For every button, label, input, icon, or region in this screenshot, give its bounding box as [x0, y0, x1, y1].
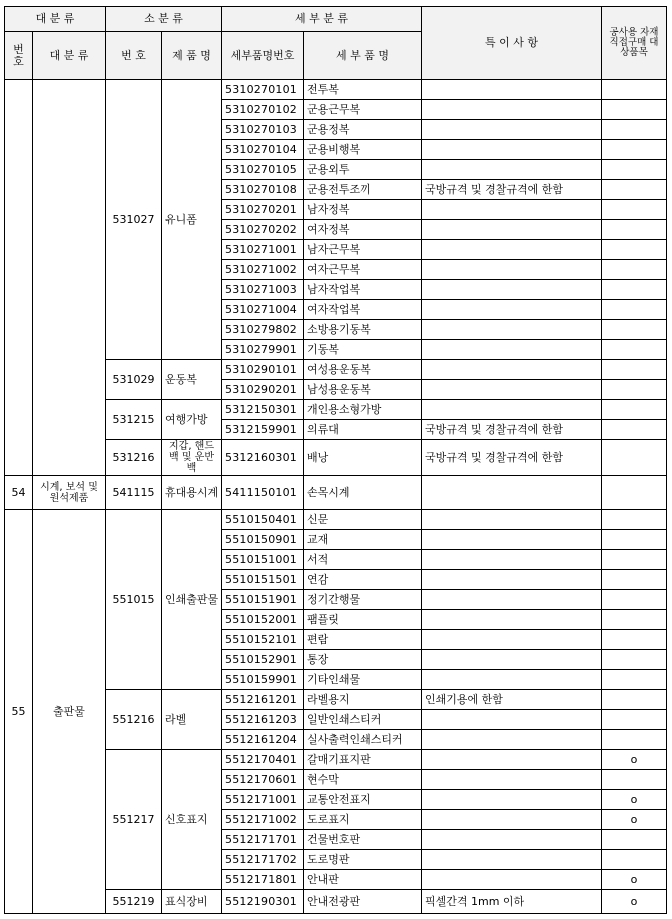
detail-name-cell: 손목시계 — [304, 476, 422, 510]
detail-code-cell: 5512170601 — [222, 770, 304, 790]
detail-name-cell: 건물번호판 — [304, 830, 422, 850]
detail-code-cell: 5310270104 — [222, 140, 304, 160]
detail-name-cell: 일반인쇄스티커 — [304, 710, 422, 730]
mark-cell — [602, 200, 667, 220]
detail-code-cell: 5510152101 — [222, 630, 304, 650]
detail-code-cell: 5310279901 — [222, 340, 304, 360]
product-classification-table — [4, 6, 667, 914]
minor-name-cell: 라벨 — [162, 690, 222, 750]
detail-name-cell: 갈매기표지판 — [304, 750, 422, 770]
note-cell — [422, 260, 602, 280]
mark-cell — [602, 770, 667, 790]
minor-name-cell: 휴대용시계 — [162, 476, 222, 510]
detail-name-cell: 서적 — [304, 550, 422, 570]
note-cell — [422, 140, 602, 160]
detail-name-cell: 도로명판 — [304, 850, 422, 870]
detail-code-cell: 5310270108 — [222, 180, 304, 200]
major-no-cell — [5, 80, 33, 476]
detail-code-cell: 5512171801 — [222, 870, 304, 890]
mark-cell — [602, 120, 667, 140]
detail-code-cell: 5312150301 — [222, 400, 304, 420]
detail-code-cell: 5512161203 — [222, 710, 304, 730]
detail-name-cell: 배낭 — [304, 440, 422, 476]
header-public-direct-purchase: 공사용 자재 직접구매 대상품목 — [602, 7, 667, 80]
minor-name-cell: 여행가방 — [162, 400, 222, 440]
note-cell: 인쇄기용에 한함 — [422, 690, 602, 710]
mark-cell — [602, 830, 667, 850]
minor-no-cell: 531029 — [106, 360, 162, 400]
mark-cell — [602, 550, 667, 570]
detail-code-cell: 5310290201 — [222, 380, 304, 400]
note-cell: 픽셀간격 1mm 이하 — [422, 890, 602, 914]
detail-code-cell: 5310271004 — [222, 300, 304, 320]
note-cell — [422, 80, 602, 100]
detail-name-cell: 남자정복 — [304, 200, 422, 220]
header-special-notes: 특 이 사 항 — [422, 7, 602, 80]
detail-name-cell: 남자작업복 — [304, 280, 422, 300]
note-cell — [422, 790, 602, 810]
mark-cell — [602, 476, 667, 510]
note-cell — [422, 670, 602, 690]
detail-name-cell: 현수막 — [304, 770, 422, 790]
detail-name-cell: 팸플릿 — [304, 610, 422, 630]
detail-name-cell: 정기간행물 — [304, 590, 422, 610]
note-cell: 국방규격 및 경찰규격에 한함 — [422, 440, 602, 476]
detail-code-cell: 5312160301 — [222, 440, 304, 476]
major-no-cell: 55 — [5, 510, 33, 914]
detail-code-cell: 5310271002 — [222, 260, 304, 280]
detail-name-cell: 여성용운동복 — [304, 360, 422, 380]
mark-cell — [602, 590, 667, 610]
mark-cell — [602, 510, 667, 530]
detail-name-cell: 통장 — [304, 650, 422, 670]
major-name-cell — [33, 80, 106, 476]
note-cell — [422, 630, 602, 650]
mark-cell — [602, 530, 667, 550]
mark-cell — [602, 420, 667, 440]
detail-code-cell: 5512171002 — [222, 810, 304, 830]
mark-cell — [602, 650, 667, 670]
detail-code-cell: 5512161204 — [222, 730, 304, 750]
detail-name-cell: 남자근무복 — [304, 240, 422, 260]
note-cell — [422, 650, 602, 670]
note-cell — [422, 380, 602, 400]
minor-no-cell: 551219 — [106, 890, 162, 914]
header-minor-no: 번 호 — [106, 32, 162, 80]
note-cell — [422, 530, 602, 550]
detail-code-cell: 5512171702 — [222, 850, 304, 870]
minor-no-cell: 551216 — [106, 690, 162, 750]
detail-name-cell: 군용정복 — [304, 120, 422, 140]
note-cell: 국방규격 및 경찰규격에 한함 — [422, 180, 602, 200]
note-cell — [422, 750, 602, 770]
note-cell — [422, 300, 602, 320]
header-major-name: 대 분 류 — [33, 32, 106, 80]
mark-cell — [602, 380, 667, 400]
mark-cell — [602, 670, 667, 690]
detail-name-cell: 군용비행복 — [304, 140, 422, 160]
detail-name-cell: 개인용소형가방 — [304, 400, 422, 420]
detail-code-cell: 5510152001 — [222, 610, 304, 630]
detail-name-cell: 교통안전표지 — [304, 790, 422, 810]
detail-code-cell: 5411150101 — [222, 476, 304, 510]
header-detail-no: 세부품명번호 — [222, 32, 304, 80]
detail-code-cell: 5310271003 — [222, 280, 304, 300]
detail-name-cell: 도로표지 — [304, 810, 422, 830]
mark-cell — [602, 240, 667, 260]
note-cell — [422, 570, 602, 590]
mark-cell: o — [602, 870, 667, 890]
detail-code-cell: 5510150401 — [222, 510, 304, 530]
note-cell — [422, 870, 602, 890]
table-row — [5, 476, 667, 510]
note-cell — [422, 710, 602, 730]
header-detail-group: 세 부 분 류 — [222, 7, 422, 32]
mark-cell — [602, 630, 667, 650]
mark-cell — [602, 610, 667, 630]
note-cell — [422, 120, 602, 140]
detail-name-cell: 남성용운동복 — [304, 380, 422, 400]
detail-code-cell: 5310290101 — [222, 360, 304, 380]
mark-cell — [602, 690, 667, 710]
detail-name-cell: 소방용기동복 — [304, 320, 422, 340]
note-cell — [422, 550, 602, 570]
detail-name-cell: 여자작업복 — [304, 300, 422, 320]
detail-name-cell: 군용외투 — [304, 160, 422, 180]
note-cell: 국방규격 및 경찰규격에 한함 — [422, 420, 602, 440]
detail-name-cell: 안내판 — [304, 870, 422, 890]
major-no-cell: 54 — [5, 476, 33, 510]
header-row-groups — [5, 7, 667, 32]
mark-cell: o — [602, 890, 667, 914]
detail-code-cell: 5312159901 — [222, 420, 304, 440]
mark-cell — [602, 850, 667, 870]
table-row — [5, 510, 667, 530]
minor-no-cell: 531027 — [106, 80, 162, 360]
detail-code-cell: 5510151501 — [222, 570, 304, 590]
detail-code-cell: 5512171001 — [222, 790, 304, 810]
mark-cell — [602, 300, 667, 320]
mark-cell — [602, 80, 667, 100]
minor-no-cell: 551015 — [106, 510, 162, 690]
note-cell — [422, 400, 602, 420]
mark-cell — [602, 180, 667, 200]
detail-code-cell: 5510150901 — [222, 530, 304, 550]
detail-code-cell: 5310270201 — [222, 200, 304, 220]
minor-name-cell: 운동복 — [162, 360, 222, 400]
mark-cell: o — [602, 810, 667, 830]
header-detail-name: 세 부 품 명 — [304, 32, 422, 80]
mark-cell — [602, 340, 667, 360]
note-cell — [422, 510, 602, 530]
detail-code-cell: 5510151901 — [222, 590, 304, 610]
minor-no-cell: 531215 — [106, 400, 162, 440]
header-major-group: 대 분 류 — [5, 7, 106, 32]
table-row — [5, 80, 667, 100]
mark-cell — [602, 400, 667, 420]
mark-cell — [602, 440, 667, 476]
detail-code-cell: 5512170401 — [222, 750, 304, 770]
mark-cell — [602, 160, 667, 180]
minor-no-cell: 551217 — [106, 750, 162, 890]
detail-code-cell: 5512190301 — [222, 890, 304, 914]
detail-name-cell: 전투복 — [304, 80, 422, 100]
minor-name-cell: 신호표지 — [162, 750, 222, 890]
mark-cell — [602, 140, 667, 160]
detail-code-cell: 5310279802 — [222, 320, 304, 340]
note-cell — [422, 770, 602, 790]
detail-code-cell: 5310270105 — [222, 160, 304, 180]
mark-cell — [602, 220, 667, 240]
detail-code-cell: 5512171701 — [222, 830, 304, 850]
mark-cell — [602, 360, 667, 380]
detail-name-cell: 안내전광판 — [304, 890, 422, 914]
minor-name-cell: 유니폼 — [162, 80, 222, 360]
header-product-name: 제 품 명 — [162, 32, 222, 80]
detail-name-cell: 교재 — [304, 530, 422, 550]
note-cell — [422, 590, 602, 610]
note-cell — [422, 810, 602, 830]
note-cell — [422, 240, 602, 260]
mark-cell — [602, 730, 667, 750]
note-cell — [422, 200, 602, 220]
minor-no-cell: 531216 — [106, 440, 162, 476]
detail-name-cell: 여자정복 — [304, 220, 422, 240]
detail-name-cell: 군용근무복 — [304, 100, 422, 120]
header-no: 번호 — [5, 32, 33, 80]
note-cell — [422, 280, 602, 300]
major-name-cell: 시계, 보석 및 원석제품 — [33, 476, 106, 510]
detail-code-cell: 5310270103 — [222, 120, 304, 140]
mark-cell: o — [602, 790, 667, 810]
note-cell — [422, 360, 602, 380]
detail-name-cell: 군용전투조끼 — [304, 180, 422, 200]
detail-code-cell: 5310270101 — [222, 80, 304, 100]
detail-name-cell: 라벨용지 — [304, 690, 422, 710]
detail-name-cell: 여자근무복 — [304, 260, 422, 280]
mark-cell — [602, 710, 667, 730]
minor-name-cell: 인쇄출판물 — [162, 510, 222, 690]
detail-name-cell: 실사출력인쇄스티커 — [304, 730, 422, 750]
mark-cell — [602, 100, 667, 120]
note-cell — [422, 730, 602, 750]
mark-cell — [602, 280, 667, 300]
minor-no-cell: 541115 — [106, 476, 162, 510]
mark-cell: o — [602, 750, 667, 770]
mark-cell — [602, 260, 667, 280]
note-cell — [422, 100, 602, 120]
mark-cell — [602, 570, 667, 590]
note-cell — [422, 830, 602, 850]
header-minor-group: 소 분 류 — [106, 7, 222, 32]
note-cell — [422, 610, 602, 630]
detail-code-cell: 5310270102 — [222, 100, 304, 120]
note-cell — [422, 850, 602, 870]
detail-name-cell: 연감 — [304, 570, 422, 590]
detail-name-cell: 기타인쇄물 — [304, 670, 422, 690]
detail-code-cell: 5510151001 — [222, 550, 304, 570]
detail-code-cell: 5510159901 — [222, 670, 304, 690]
detail-code-cell: 5510152901 — [222, 650, 304, 670]
mark-cell — [602, 320, 667, 340]
note-cell — [422, 220, 602, 240]
note-cell — [422, 476, 602, 510]
minor-name-cell: 지갑, 핸드백 및 운반백 — [162, 440, 222, 476]
detail-name-cell: 의류대 — [304, 420, 422, 440]
detail-code-cell: 5310271001 — [222, 240, 304, 260]
minor-name-cell: 표식장비 — [162, 890, 222, 914]
note-cell — [422, 340, 602, 360]
major-name-cell: 출판물 — [33, 510, 106, 914]
detail-code-cell: 5310270202 — [222, 220, 304, 240]
detail-name-cell: 신문 — [304, 510, 422, 530]
note-cell — [422, 320, 602, 340]
detail-name-cell: 기동복 — [304, 340, 422, 360]
detail-name-cell: 편람 — [304, 630, 422, 650]
note-cell — [422, 160, 602, 180]
detail-code-cell: 5512161201 — [222, 690, 304, 710]
